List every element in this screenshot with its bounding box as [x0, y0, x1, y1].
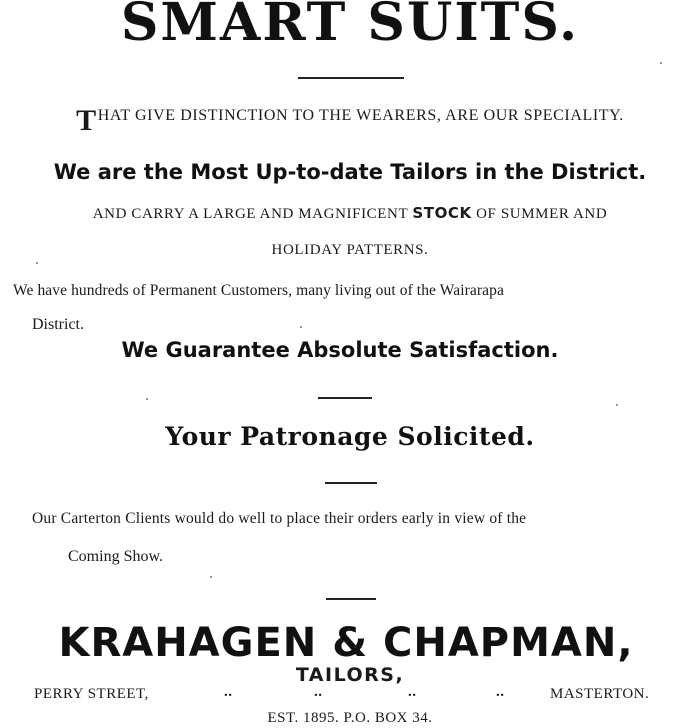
intro-line: [0, 104, 700, 138]
stock-line-after: OF SUMMER AND: [476, 206, 608, 222]
address-dots-3: ..: [408, 684, 417, 700]
address-dots-1: ..: [224, 684, 233, 700]
address-town: MASTERTON.: [550, 686, 650, 702]
print-speck: [146, 398, 148, 400]
tagline: We are the Most Up-to-date Tailors in the District.: [53, 160, 647, 184]
print-speck: [210, 576, 212, 578]
stock-line-before: AND CARRY A LARGE AND MAGNIFICENT: [92, 206, 408, 222]
stock-emphasis: STOCK: [412, 204, 472, 222]
trade-line: TAILORS,: [295, 664, 405, 686]
divider-rule-4: [326, 598, 376, 600]
address-dots-2: ..: [314, 684, 323, 700]
customers-line-1: We have hundreds of Permanent Customers, many living out of the Wairarapa: [13, 282, 504, 299]
print-speck: [660, 62, 662, 64]
established-line: EST. 1895. P.O. BOX 34.: [267, 710, 433, 726]
address-street: PERRY STREET,: [34, 686, 149, 702]
carterton-line-1: Our Carterton Clients would do well to place their orders early in view of the: [32, 510, 527, 527]
divider-rule-1: [298, 77, 404, 79]
print-speck: [616, 404, 618, 406]
firm-name: KRAHAGEN & CHAPMAN,: [58, 620, 634, 666]
headline: SMART SUITS.: [120, 0, 580, 53]
print-speck: [36, 262, 38, 264]
divider-rule-2: [318, 397, 372, 399]
address-dots-4: ..: [496, 684, 505, 700]
drop-cap: T: [76, 104, 97, 137]
guarantee-line: We Guarantee Absolute Satisfaction.: [121, 338, 559, 362]
patronage-line: Your Patronage Solicited.: [165, 422, 535, 451]
intro-text: HAT GIVE DISTINCTION TO THE WEARERS, ARE OUR SPECIALITY.: [97, 107, 624, 124]
divider-rule-3: [325, 482, 377, 484]
stock-line-2: HOLIDAY PATTERNS.: [271, 242, 429, 258]
stock-line: [0, 204, 700, 223]
carterton-line-2: Coming Show.: [68, 548, 163, 565]
customers-line-2: District.: [32, 316, 84, 333]
print-speck: [300, 326, 302, 328]
